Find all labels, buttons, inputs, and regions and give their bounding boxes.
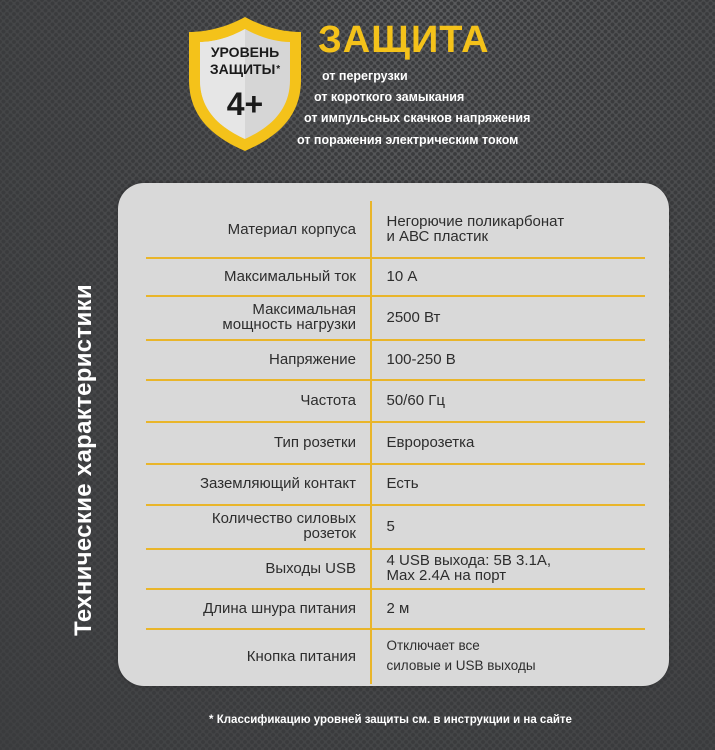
spec-label: Максимальный ток <box>223 267 356 285</box>
spec-row <box>118 548 669 588</box>
spec-value: Евророзетка <box>386 433 475 451</box>
shield-icon <box>185 14 305 154</box>
spec-label: Материал корпуса <box>227 220 356 238</box>
spec-row <box>118 295 669 339</box>
specs-table <box>118 201 669 684</box>
spec-label: Количество силовых розеток <box>211 510 356 542</box>
spec-value: Есть <box>386 475 419 492</box>
spec-row <box>118 628 669 684</box>
spec-value: 100-250 В <box>386 350 456 368</box>
specs-panel <box>118 183 669 686</box>
spec-row <box>118 463 669 504</box>
spec-value: 50/60 Гц <box>386 391 445 409</box>
spec-value: 4 USB выхода: 5В 3.1А, Max 2.4А на порт <box>386 552 552 584</box>
spec-label: Длина шнура питания <box>203 599 356 617</box>
protection-item-shock: от поражения электрическим током <box>297 133 519 147</box>
spec-row <box>118 504 669 548</box>
spec-row <box>118 257 669 295</box>
shield-level-value: 4+ <box>226 86 264 122</box>
spec-value: Негорючие поликарбонат и АВС пластик <box>386 213 565 245</box>
spec-label: Максимальная мощность нагрузки <box>222 301 356 333</box>
spec-label: Кнопка питания <box>246 647 356 665</box>
spec-label: Напряжение <box>269 350 356 368</box>
protection-item-overload: от перегрузки <box>322 69 408 83</box>
spec-row <box>118 588 669 628</box>
spec-value: 2500 Вт <box>386 308 441 326</box>
spec-row <box>118 201 669 257</box>
protection-title: ЗАЩИТА <box>318 19 490 61</box>
footnote: * Классификацию уровней защиты см. в инструкции и на сайте <box>209 714 572 726</box>
spec-value: 5 <box>386 517 395 535</box>
spec-label: Тип розетки <box>273 433 356 451</box>
spec-row <box>118 339 669 379</box>
spec-row <box>118 379 669 421</box>
protection-level-shield <box>185 14 305 154</box>
spec-value: 2 м <box>386 599 410 617</box>
shield-label-line2: ЗАЩИТЫ <box>209 61 276 77</box>
shield-footnote-star: * <box>276 64 281 75</box>
spec-value: 10 А <box>386 267 418 285</box>
spec-label: Частота <box>300 391 356 409</box>
protection-item-short-circuit: от короткого замыкания <box>314 90 465 104</box>
spec-row <box>118 421 669 463</box>
spec-label: Выходы USB <box>265 559 356 577</box>
spec-label: Заземляющий контакт <box>200 475 356 492</box>
protection-item-surge: от импульсных скачков напряжения <box>304 111 531 125</box>
section-title-vertical: Технические характеристики <box>70 284 97 636</box>
shield-label-line1: УРОВЕНЬ <box>210 44 280 60</box>
spec-value: Отключает все силовые и USB выходы <box>386 638 536 673</box>
